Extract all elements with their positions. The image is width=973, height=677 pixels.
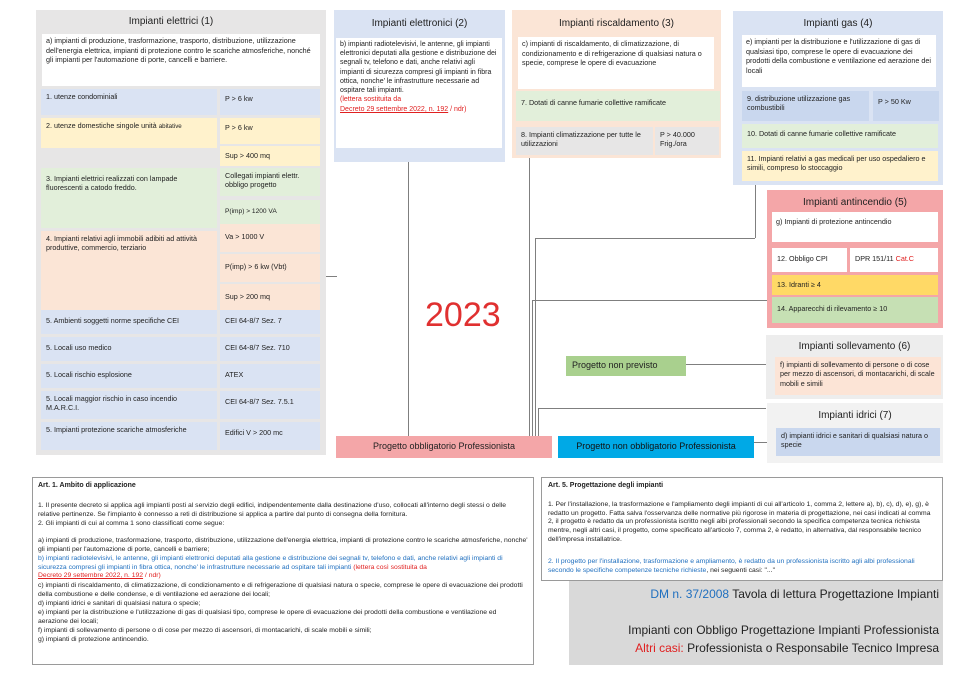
panel-title: Impianti riscaldamento (3): [558, 18, 675, 29]
panel-title: Impianti gas (4): [803, 18, 873, 29]
panel-description: [336, 38, 502, 148]
note-text: (lettera sostituita da: [340, 96, 402, 104]
row-label: 5. Locali maggior rischio in caso incendio M.A.R.C.I.: [41, 391, 217, 419]
summary-other-label: Altri casi:: [635, 641, 684, 655]
connector-line: [754, 442, 768, 443]
panel-description: a) impianti di produzione, trasformazione, trasporto, distribuzione, utilizzazione dell'energia elettrica, impianti di protezione contro le scariche atmosferiche, nonché gli impianti per l'automazione di porte, cancelli e barriere.: [42, 34, 320, 86]
row-value: CEI 64-8/7 Sez. 710: [220, 337, 320, 361]
article-item: [38, 555, 530, 581]
article-paragraph: 1. Il presente decreto si applica agli impianti posti al servizio degli edifici, indipendentemente dalla destinazione d'uso, collocati all'interno degli stessi o delle relative pertinenze. Se l'impianto è connesso a reti di distribuzione si applica a partire dal punto di consegna della fornitura.: [38, 502, 507, 518]
panel-title: Impianti idrici (7): [818, 410, 892, 421]
row-value: ATEX: [220, 364, 320, 388]
row-label: 5. Locali uso medico: [41, 337, 217, 361]
connector-line: [535, 238, 755, 239]
article-item: g) impianti di protezione antincendio.: [38, 636, 149, 643]
category-text: Cat.C: [895, 254, 914, 263]
article-title: Art. 1. Ambito di applicazione: [38, 482, 136, 489]
summary-box: [569, 581, 943, 665]
panel-impianti-riscaldamento: [512, 10, 721, 158]
summary-title: [650, 587, 939, 601]
article-1-box: [32, 477, 534, 665]
row-value: P > 50 Kw: [873, 91, 939, 121]
row-label: 5. Ambienti soggetti norme specifiche CEI: [41, 310, 217, 334]
row-label: 8. Impianti climatizzazione per tutte le utilizzazioni: [516, 127, 653, 155]
norm-text: DPR 151/11: [855, 254, 894, 263]
panel-description: f) impianti di sollevamento di persone o di cose per mezzo di ascensori, di montacarichi, di scale mobili e simili: [775, 357, 941, 395]
row-value: Va > 1000 V: [220, 224, 320, 252]
article-item: e) impianti per la distribuzione e l'utilizzazione di gas di qualsiasi tipo, comprese le opere di evacuazione dei prodotti della combustione e ventilazione ed aerazione dei locali;: [38, 609, 497, 625]
paragraph-end: , nei seguenti casi: "...": [706, 566, 775, 574]
item-b-end: / ndr): [143, 572, 161, 580]
panel-impianti-gas: [733, 11, 943, 185]
row-label: 7. Dotati di canne fumarie collettive ramificate: [516, 91, 720, 121]
article-title: Art. 5. Progettazione degli impianti: [548, 482, 664, 489]
decree-link[interactable]: Decreto 29 settembre 2022, n. 192: [38, 572, 144, 580]
description-text: b) impianti radiotelevisivi, le antenne, gli impianti elettronici deputati alla gestione e distribuzione dei segnali tv, telefono e dati, anche relativi agli impianti di sicurezza compresi gli impianti in fibra ottica, nonche' le infrastrutture necessarie ad ospitare tali impianti.: [340, 41, 497, 95]
row-label-text: 2. utenze domestiche singole unità: [46, 121, 157, 130]
row-value: Sup > 400 mq: [220, 146, 320, 166]
row-value: CEI 64-8/7 Sez. 7.5.1: [220, 391, 320, 419]
row-value: P(imp) > 6 kw (Vbt): [220, 254, 320, 282]
panel-impianti-idrici: [767, 403, 943, 463]
panel-title: Impianti sollevamento (6): [798, 341, 911, 352]
connector-line: [538, 408, 539, 436]
row-label: 14. Apparecchi di rilevamento ≥ 10: [772, 297, 938, 323]
panel-impianti-sollevamento: [766, 335, 943, 399]
row-label: 4. Impianti relativi agli immobili adibiti ad attività produttive, commercio, terziario: [41, 231, 217, 315]
article-5-box: [541, 477, 943, 581]
note-end: / ndr): [448, 105, 467, 113]
row-value: Sup > 200 mq: [220, 284, 320, 312]
article-item: a) impianti di produzione, trasformazione, trasporto, distribuzione, utilizzazione dell'energia elettrica, impianti di protezione contro le scariche atmosferiche, nonche' gli impianti per l'automazione di porte, cancelli e barriere;: [38, 537, 528, 553]
row-value: CEI 64-8/7 Sez. 7: [220, 310, 320, 334]
article-paragraph: [548, 558, 938, 575]
panel-description: d) impianti idrici e sanitari di qualsiasi natura o specie: [776, 428, 940, 456]
connector-line: [755, 184, 756, 238]
panel-description: c) impianti di riscaldamento, di climatizzazione, di condizionamento e di refrigerazione di qualsiasi natura o specie, comprese le opere di evacuazione: [518, 37, 714, 89]
paragraph-text: 2. Il progetto per l'installazione, trasformazione e ampliamento, è redatto da un professionista iscritto agli albi professionali secondo le specifiche competenze tecniche richieste: [548, 558, 915, 574]
connector-line: [529, 158, 530, 436]
item-b-note: (lettera così sostituita da: [351, 563, 427, 571]
summary-line: Impianti con Obbligo Progettazione Impianti Professionista: [628, 623, 939, 637]
connector-line: [686, 364, 766, 365]
panel-impianti-elettronici: [334, 10, 505, 162]
panel-description: e) impianti per la distribuzione e l'utilizzazione di gas di qualsiasi tipo, comprese le opere di evacuazione dei prodotti della combustione e ventilazione ed aerazione dei locali: [742, 35, 936, 87]
row-label: 3. Impianti elettrici realizzati con lampade fluorescenti a catodo freddo.: [41, 168, 217, 228]
row-value: Collegati impianti elettr. obbligo progetto: [220, 168, 320, 196]
summary-decree: DM n. 37/2008: [650, 587, 730, 601]
label-progetto-obbligatorio: Progetto obbligatorio Professionista: [336, 436, 552, 458]
panel-title: Impianti antincendio (5): [803, 197, 907, 208]
summary-title-text: Tavola di lettura Progettazione Impianti: [729, 587, 939, 601]
row-label: 5. Locali rischio esplosione: [41, 364, 217, 388]
article-item: c) impianti di riscaldamento, di climatizzazione, di condizionamento e di refrigerazione di qualsiasi natura o specie, comprese le opere di evacuazione dei prodotti della combustione e delle condense, e di ventilazione ed aerazione dei locali;: [38, 582, 523, 598]
row-label-small: abitative: [158, 123, 182, 130]
panel-description: g) Impianti di protezione antincendio: [772, 212, 938, 242]
connector-line: [538, 408, 766, 409]
article-paragraph: 2. Gli impianti di cui al comma 1 sono classificati come segue:: [38, 520, 225, 527]
label-progetto-non-previsto: Progetto non previsto: [566, 356, 686, 376]
article-paragraph: 1. Per l'installazione, la trasformazione e l'ampliamento degli impianti di cui all'articolo 1, comma 2, lettere a), b), c), d), e), g), è redatto un progetto. Fatta salva l'osservanza delle normative più rigorose in materia di progettazione, nei casi indicati al comma 2, il progetto è redatto da un professionista iscritto negli albi professionali secondo la specifica competenza tecnica richiesta mentre, negli altri casi, il progetto, come specificato all'articolo 7, comma 2, è redatto, in alternativa, dal responsabile tecnico dell'impresa installatrice.: [548, 501, 931, 543]
decree-link[interactable]: Decreto 29 settembre 2022, n. 192: [340, 105, 449, 113]
row-label: 9. distribuzione utilizzazione gas combustibili: [742, 91, 869, 121]
year-label: 2023: [425, 296, 501, 334]
row-label: [41, 118, 217, 148]
article-item: d) impianti idrici e sanitari di qualsiasi natura o specie;: [38, 600, 201, 607]
panel-title: Impianti elettrici (1): [128, 16, 214, 27]
article-item: f) impianti di sollevamento di persone o di cose per mezzo di ascensori, di montacarichi, di scale mobili e simili;: [38, 627, 372, 634]
row-value: P(imp) > 1200 VA: [220, 200, 320, 228]
panel-impianti-elettrici: [36, 10, 326, 455]
connector-line: [532, 300, 533, 436]
row-label: 10. Dotati di canne fumarie collettive ramificate: [742, 124, 938, 148]
row-value: Edifici V > 200 mc: [220, 422, 320, 450]
panel-impianti-antincendio: [767, 190, 943, 328]
summary-line: [635, 641, 939, 655]
row-label: 1. utenze condominiali: [41, 89, 217, 115]
row-label: 12. Obbligo CPI: [772, 248, 847, 272]
panel-title: Impianti elettronici (2): [371, 18, 468, 29]
row-label: 11. Impianti relativi a gas medicali per uso ospedaliero e simili, compreso lo stoccaggio: [742, 151, 938, 181]
row-label: 13. Idranti ≥ 4: [772, 275, 938, 295]
row-value: P > 40.000 Frig./ora: [655, 127, 719, 155]
connector-line: [532, 300, 768, 301]
label-progetto-non-obbligatorio: Progetto non obbligatorio Professionista: [558, 436, 754, 458]
connector-line: [408, 162, 409, 436]
row-value: P > 6 kw: [220, 89, 320, 115]
row-value: [850, 248, 938, 272]
item-b-text: b) impianti radiotelevisivi, le antenne, gli impianti elettronici deputati alla gestione e distribuzione dei segnali tv, telefono e dati, anche relativi agli impianti di sicurezza compresi gli impianti in fibra ottica, nonche' le infrastrutture necessarie ad ospitare tali impianti: [38, 555, 503, 571]
summary-other-text: Professionista o Responsabile Tecnico Impresa: [683, 641, 939, 655]
connector-line: [535, 238, 536, 436]
row-label: 5. Impianti protezione scariche atmosferiche: [41, 422, 217, 450]
row-value: P > 6 kw: [220, 118, 320, 144]
